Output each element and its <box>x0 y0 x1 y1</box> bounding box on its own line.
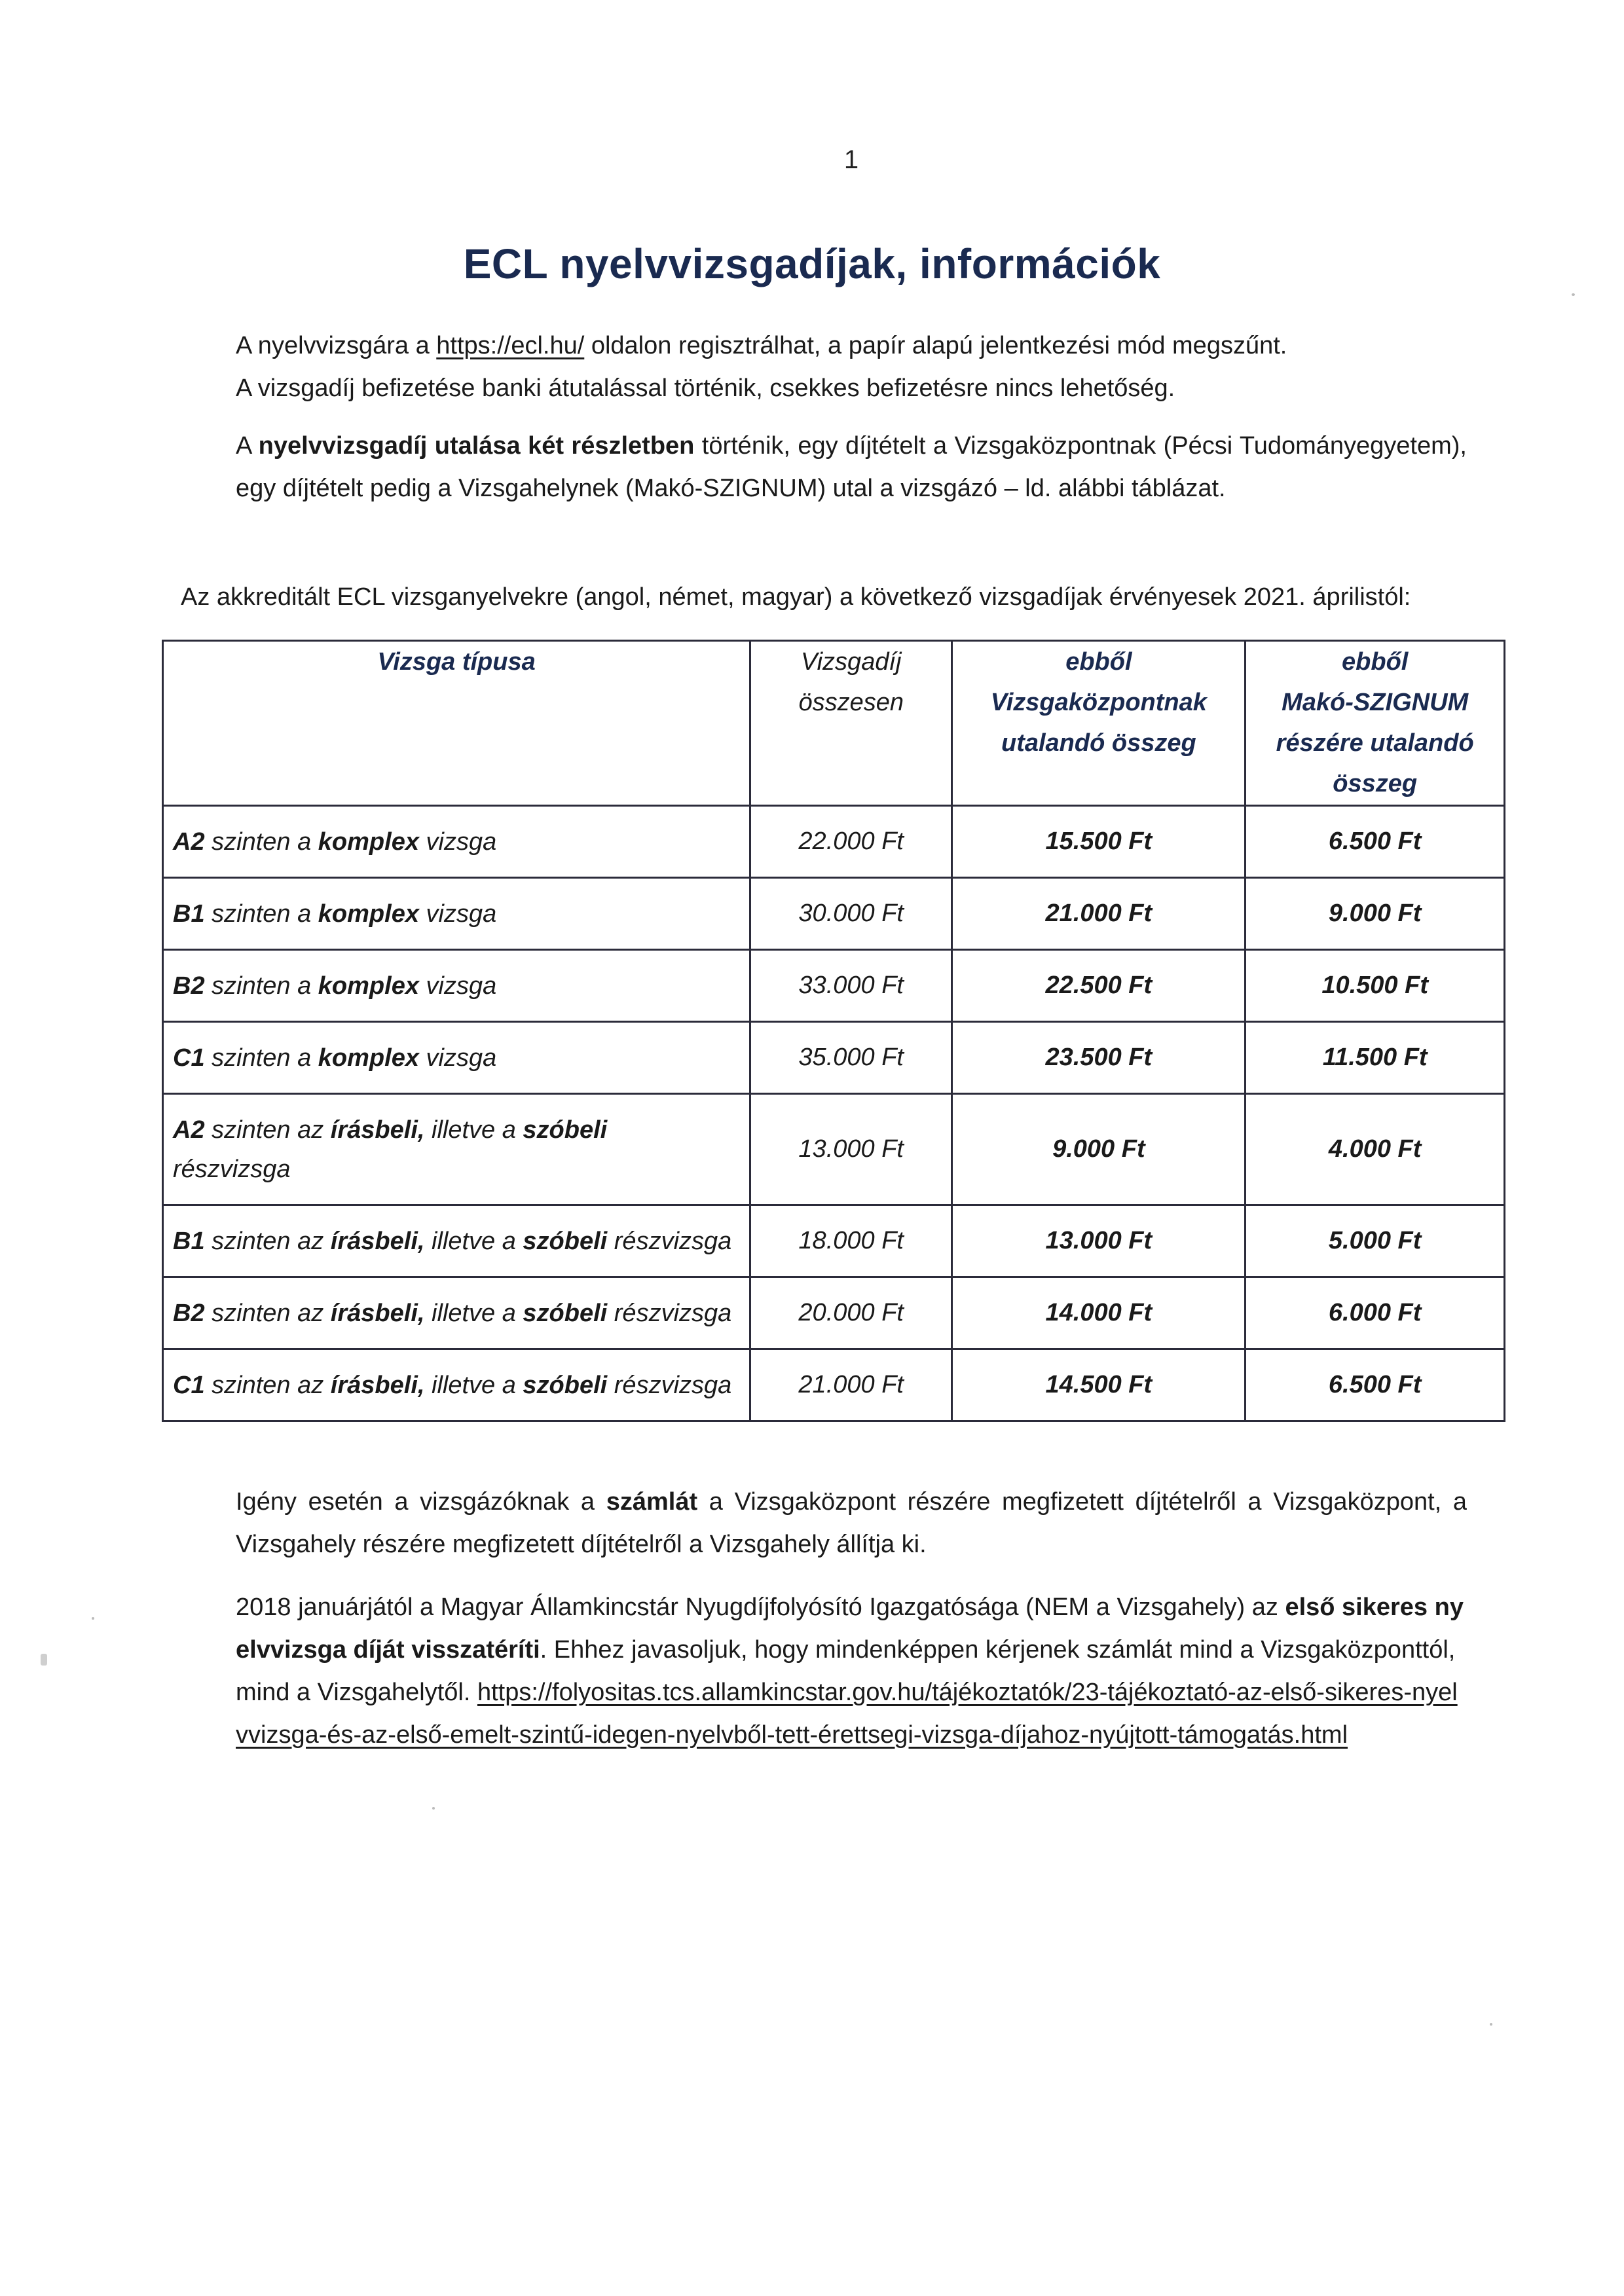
table-row <box>163 1022 1505 1094</box>
split-text: történik, egy díjtételt a Vizsgaközpontnak (Pécsi Tudományegyetem), egy díjtételt pedig a Vizsgahelynek (Makó-SZIGNUM) utal a vizsgázó – ld. alábbi táblázat. <box>236 432 1467 502</box>
table-row <box>163 878 1505 950</box>
total-fee-cell: 21.000 Ft <box>750 1349 952 1421</box>
total-fee-cell: 33.000 Ft <box>750 950 952 1022</box>
table-row <box>163 1349 1505 1421</box>
center-amount-cell: 21.000 Ft <box>952 878 1246 950</box>
place-amount-cell: 11.500 Ft <box>1246 1022 1505 1094</box>
place-amount-cell: 6.000 Ft <box>1246 1277 1505 1349</box>
invoice-paragraph <box>236 1481 1467 1566</box>
place-amount-cell: 6.500 Ft <box>1246 806 1505 878</box>
total-fee-cell: 22.000 Ft <box>750 806 952 878</box>
exam-type-cell: A2 szinten a komplex vizsga <box>163 806 750 878</box>
place-amount-cell: 10.500 Ft <box>1246 950 1505 1022</box>
header-center-amount: ebből Vizsgaközpontnak utalandó összeg <box>952 641 1246 806</box>
total-fee-cell: 20.000 Ft <box>750 1277 952 1349</box>
center-amount-cell: 14.000 Ft <box>952 1277 1246 1349</box>
header-place-amount: ebből Makó-SZIGNUM részére utalandó összeg <box>1246 641 1505 806</box>
header-exam-type: Vizsga típusa <box>163 641 750 806</box>
place-amount-cell: 9.000 Ft <box>1246 878 1505 950</box>
refund-text: . Ehhez javasoljuk, hogy mindenképpen kérjenek számlát mind a Vizsgaközponttól, mind a Vizsgahelytől. <box>236 1636 1456 1706</box>
ecl-registration-link[interactable]: https://ecl.hu/ <box>436 332 585 359</box>
page-title: ECL nyelvvizsgadíjak, információk <box>463 240 1161 287</box>
total-fee-cell: 30.000 Ft <box>750 878 952 950</box>
center-amount-cell: 15.500 Ft <box>952 806 1246 878</box>
exam-type-cell: B2 szinten az írásbeli, illetve a szóbeli részvizsga <box>163 1277 750 1349</box>
exam-type-cell: B1 szinten a komplex vizsga <box>163 878 750 950</box>
center-amount-cell: 13.000 Ft <box>952 1205 1246 1277</box>
scan-speck <box>432 1807 435 1810</box>
table-intro: Az akkreditált ECL vizsganyelvekre (angol, német, magyar) a következő vizsgadíjak érvényesek 2021. áprilistól: <box>181 583 1411 611</box>
refund-emphasis: első sikeres nyelvvizsga díját visszatéríti <box>236 1594 1464 1664</box>
center-amount-cell: 9.000 Ft <box>952 1094 1246 1205</box>
scan-speck <box>41 1654 47 1666</box>
split-text: A <box>236 432 259 460</box>
table-row <box>163 1277 1505 1349</box>
exam-type-cell: C1 szinten a komplex vizsga <box>163 1022 750 1094</box>
table-row <box>163 806 1505 878</box>
table-header-row <box>163 641 1505 806</box>
center-amount-cell: 14.500 Ft <box>952 1349 1246 1421</box>
scan-speck <box>1490 2023 1492 2026</box>
header-total-fee: Vizsgadíj összesen <box>750 641 952 806</box>
exam-type-cell: C1 szinten az írásbeli, illetve a szóbeli részvizsga <box>163 1349 750 1421</box>
table-row <box>163 950 1505 1022</box>
place-amount-cell: 4.000 Ft <box>1246 1094 1505 1205</box>
total-fee-cell: 18.000 Ft <box>750 1205 952 1277</box>
exam-type-cell: B1 szinten az írásbeli, illetve a szóbeli részvizsga <box>163 1205 750 1277</box>
page-number: 1 <box>843 145 859 174</box>
invoice-text: a Vizsgaközpont részére megfizetett díjtételről a Vizsgaközpont, a Vizsgahely részére megfizetett díjtételről a Vizsgahely állítja ki. <box>236 1488 1467 1558</box>
intro-text: A vizsgadíj befizetése banki átutalással történik, csekkes befizetésre nincs lehetőség. <box>236 374 1175 402</box>
refund-text: 2018 januárjától a Magyar Államkincstár Nyugdíjfolyósító Igazgatósága (NEM a Vizsgahely) az <box>236 1594 1285 1621</box>
intro-text: oldalon regisztrálhat, a papír alapú jelentkezési mód megszűnt. <box>584 332 1287 359</box>
fee-table <box>162 640 1505 1422</box>
table-row <box>163 1094 1505 1205</box>
intro-text: A nyelvvizsgára a <box>236 332 437 359</box>
total-fee-cell: 35.000 Ft <box>750 1022 952 1094</box>
invoice-text: Igény esetén a vizsgázóknak a <box>236 1488 606 1516</box>
split-emphasis: nyelvvizsgadíj utalása két részletben <box>258 432 695 460</box>
scan-speck <box>1572 293 1575 296</box>
center-amount-cell: 22.500 Ft <box>952 950 1246 1022</box>
refund-info-link[interactable]: https://folyositas.tcs.allamkincstar.gov.hu/tájékoztatók/23-tájékoztató-az-első-sikeres-nyelvvizsga-és-az-első-emelt-szintű-idegen-nyelvből-tett-érettsegi-vizsga-díjahoz-nyújtott-támogatás.html <box>236 1679 1458 1749</box>
total-fee-cell: 13.000 Ft <box>750 1094 952 1205</box>
table-row <box>163 1205 1505 1277</box>
place-amount-cell: 6.500 Ft <box>1246 1349 1505 1421</box>
scan-speck <box>92 1617 94 1620</box>
split-payment-paragraph <box>236 425 1467 510</box>
invoice-emphasis: számlát <box>606 1488 698 1516</box>
exam-type-cell: A2 szinten az írásbeli, illetve a szóbeli részvizsga <box>163 1094 750 1205</box>
center-amount-cell: 23.500 Ft <box>952 1022 1246 1094</box>
exam-type-cell: B2 szinten a komplex vizsga <box>163 950 750 1022</box>
intro-paragraph <box>236 325 1467 410</box>
place-amount-cell: 5.000 Ft <box>1246 1205 1505 1277</box>
refund-paragraph <box>236 1586 1467 1757</box>
